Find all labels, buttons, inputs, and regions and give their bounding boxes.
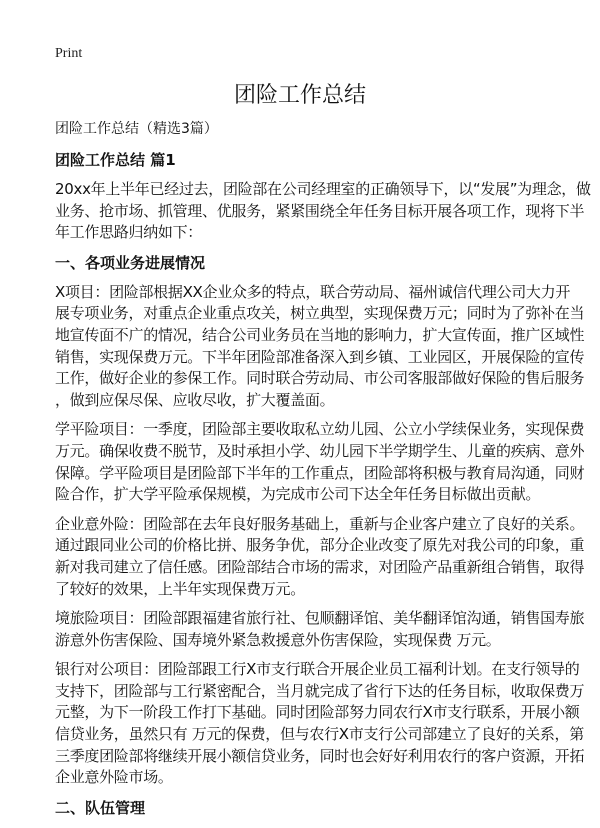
paragraph-line: 万元。确保收费不脱节，及时承担小学、幼儿园下半学期学生、儿童的疾病、意外	[55, 441, 585, 460]
paragraph-line: 了较好的效果，上半年实现保费万元。	[55, 579, 305, 598]
paragraph-line: 游意外伤害保险、国寿境外紧急救援意外伤害保险，实现保费 万元。	[55, 630, 501, 649]
paragraph-line: 元整，为下一阶段工作打下基础。同时团险部努力同农行X市支行联系，开展小额	[55, 703, 580, 722]
paragraph-line: 支持下，团险部与工行紧密配合，当月就完成了省行下达的任务目标，收取保费万	[55, 681, 585, 700]
document-body	[55, 118, 591, 827]
paragraph	[55, 179, 591, 244]
paragraph	[55, 514, 585, 600]
paragraph-line: 工作，做好企业的参保工作。同时联合劳动局、市公司客服部做好保险的售后服务	[55, 369, 585, 388]
paragraph-line: 业务、抢市场、抓管理、优服务，紧紧围绕全年任务目标开展各项工作，现将下半	[55, 201, 585, 220]
paragraph-line: X项目：团险部根据XX企业众多的特点，联合劳动局、福州诚信代理公司大力开	[55, 282, 571, 301]
paragraph-line: 三季度团险部将继续开展小额信贷业务，同时也会好好利用农行的客户资源，开拓	[55, 746, 585, 765]
paragraph-line: 新对我司建立了信任感。团险部结合市场的需求，对团险产品重新组合销售，取得	[55, 557, 585, 576]
section-heading: 二、队伍管理	[55, 798, 146, 817]
paragraph-line: 地宣传面不广的情况，结合公司业务员在当地的影响力，扩大宣传面，推广区域性	[55, 325, 585, 344]
paragraph-line: 银行对公项目：团险部跟工行X市支行联合开展企业员工福利计划。在支行领导的	[55, 660, 580, 679]
paragraph-line: 企业意外险市场。	[55, 768, 173, 787]
paragraph	[55, 419, 585, 505]
section-heading: 团险工作总结 篇1	[55, 151, 176, 169]
section-heading: 一、各项业务进展情况	[55, 253, 206, 272]
paragraph-line: 险合作，扩大学平险承保规模，为完成市公司下达全年任务目标做出贡献。	[55, 485, 541, 504]
paragraph-line: 学平险项目：一季度，团险部主要收取私立幼儿园、公立小学续保业务，实现保费	[55, 420, 585, 439]
paragraph	[55, 608, 585, 651]
paragraph-line: 信贷业务，虽然只有 万元的保费，但与农行X市支行公司部建立了良好的关系，第	[55, 725, 584, 744]
paragraph-line: 20xx年上半年已经过去，团险部在公司经理室的正确领导下，以“发展”为理念，做	[55, 180, 591, 198]
paragraph-line: 展专项业务，对重点企业重点攻关，树立典型，实现保费万元；同时为了弥补在当	[55, 304, 585, 323]
paragraph-line: 企业意外险：团险部在去年良好服务基础上，重新与企业客户建立了良好的关系。	[55, 514, 585, 533]
paragraph-line: 保障。学平险项目是团险部下半年的工作重点，团险部将积极与教育局沟通，同财	[55, 463, 585, 482]
paragraph-line: 境旅险项目：团险部跟福建省旅行社、包顺翻译馆、美华翻译馆沟通，销售国寿旅	[55, 609, 585, 628]
paragraph-line: 年工作思路归纳如下：	[55, 223, 203, 242]
print-link[interactable]: Print	[55, 46, 83, 61]
document-subtitle: 团险工作总结（精选3篇）	[55, 121, 218, 137]
paragraph-line: 销售，实现保费万元。下半年团险部准备深入到乡镇、工业园区，开展保险的宣传	[55, 347, 585, 366]
paragraph	[55, 659, 585, 789]
paragraph-line: ，做到应保尽保、应收尽收，扩大覆盖面。	[55, 390, 335, 409]
document-title: 团险工作总结	[233, 83, 366, 108]
paragraph-line: 通过跟同业公司的价格比拼、服务争优，部分企业改变了原先对我公司的印象，重	[55, 536, 585, 555]
paragraph	[55, 282, 585, 412]
